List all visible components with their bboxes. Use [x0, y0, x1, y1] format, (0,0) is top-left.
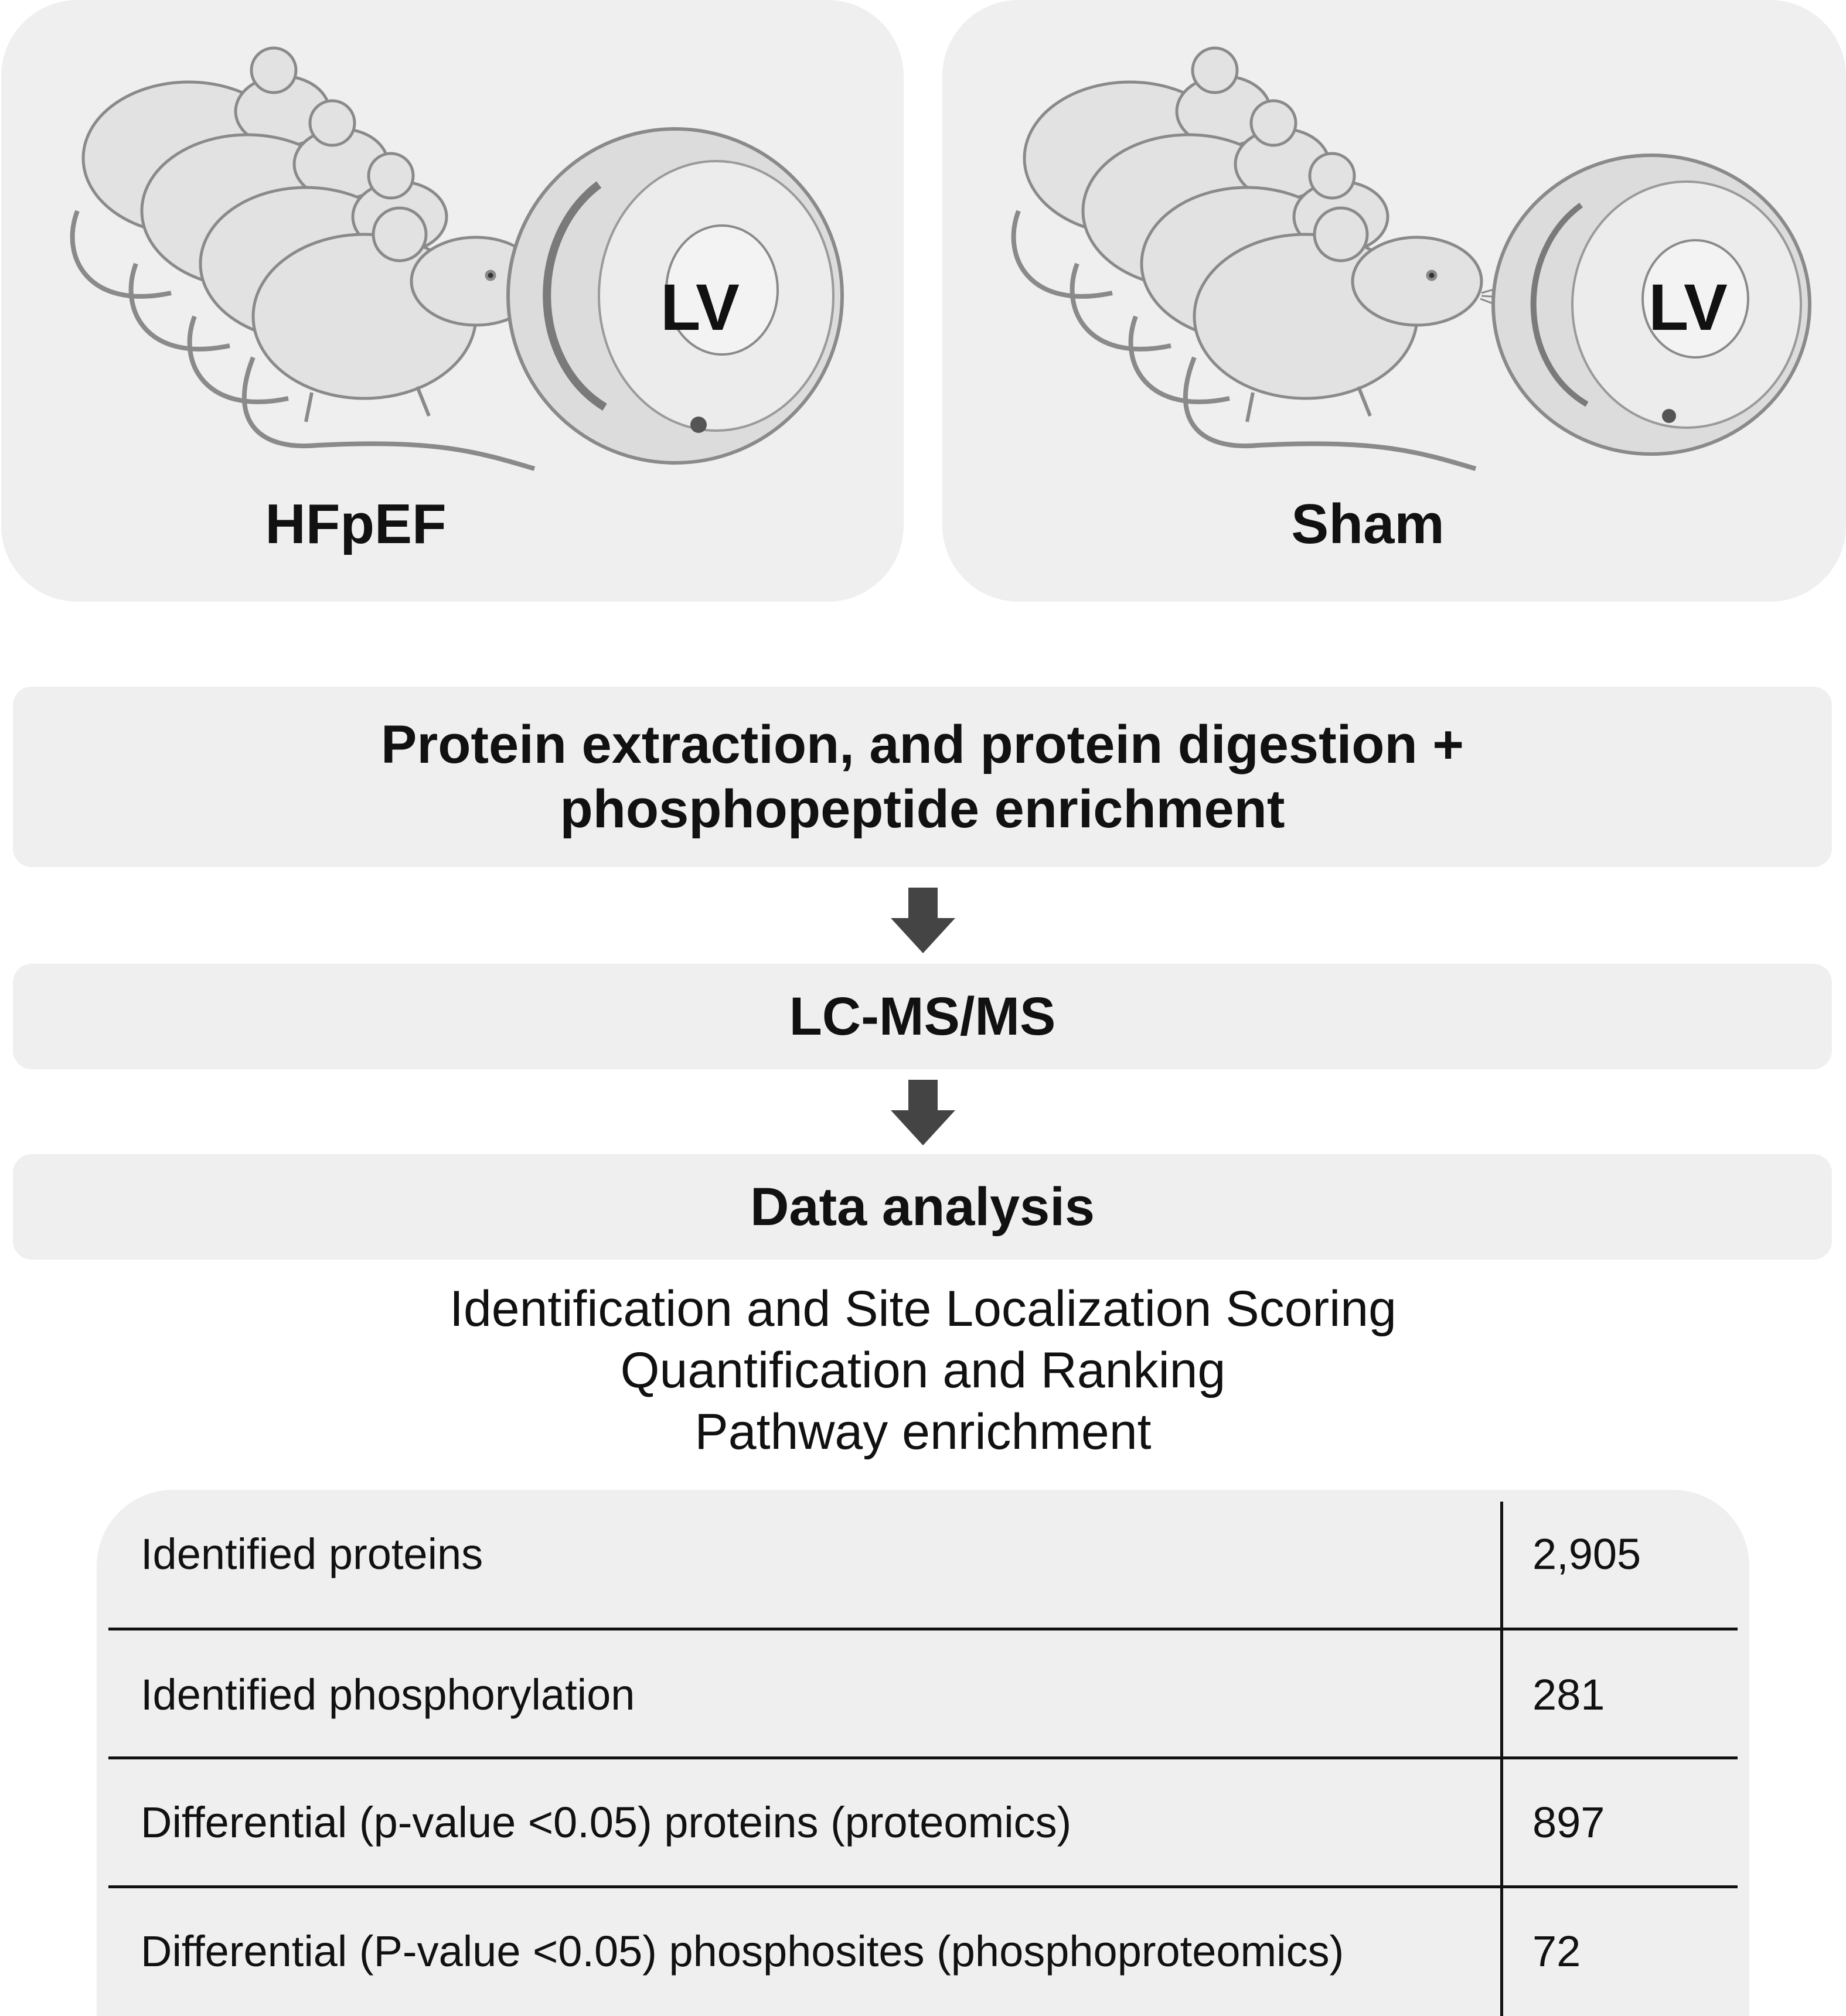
row-label: Identified phosphorylation [141, 1670, 635, 1719]
step-line: LC-MS/MS [789, 986, 1056, 1046]
results-table [97, 1490, 1749, 2016]
lv-label: LV [660, 271, 740, 344]
down-arrow-icon [891, 888, 955, 953]
step-line: Protein extraction, and protein digestion + [381, 714, 1464, 775]
row-value: 2,905 [1532, 1529, 1641, 1578]
step-line: Data analysis [750, 1176, 1095, 1237]
row-label: Differential (p-value <0.05) proteins (proteomics) [141, 1797, 1072, 1847]
lv-label: LV [1649, 271, 1728, 344]
data-analysis-step [13, 1154, 1832, 1260]
step-line: phosphopeptide enrichment [560, 779, 1285, 839]
hfpef-label: HFpEF [265, 493, 447, 555]
analysis-item: Pathway enrichment [694, 1404, 1152, 1460]
lc-ms-ms-step [13, 964, 1832, 1069]
protein-extraction-step [13, 687, 1832, 867]
mouse-group-icon [1014, 48, 1525, 469]
table-row [97, 1490, 1749, 1618]
down-arrow-icon [891, 1080, 955, 1145]
analysis-item: Identification and Site Localization Scoring [449, 1281, 1397, 1337]
row-label: Identified proteins [141, 1529, 483, 1578]
sham-label: Sham [1291, 493, 1445, 555]
sham-panel [942, 0, 1846, 602]
mouse-group-icon [73, 48, 584, 469]
row-value: 897 [1532, 1797, 1605, 1847]
hfpef-panel [1, 0, 904, 602]
table-row [97, 1630, 1749, 1758]
row-value: 281 [1532, 1670, 1605, 1719]
table-row [97, 1887, 1749, 2015]
analysis-item: Quantification and Ranking [620, 1342, 1226, 1398]
row-label: Differential (P-value <0.05) phosphosites (phosphoproteomics) [141, 1926, 1344, 1976]
row-value: 72 [1532, 1926, 1581, 1976]
table-row [97, 1758, 1749, 1886]
